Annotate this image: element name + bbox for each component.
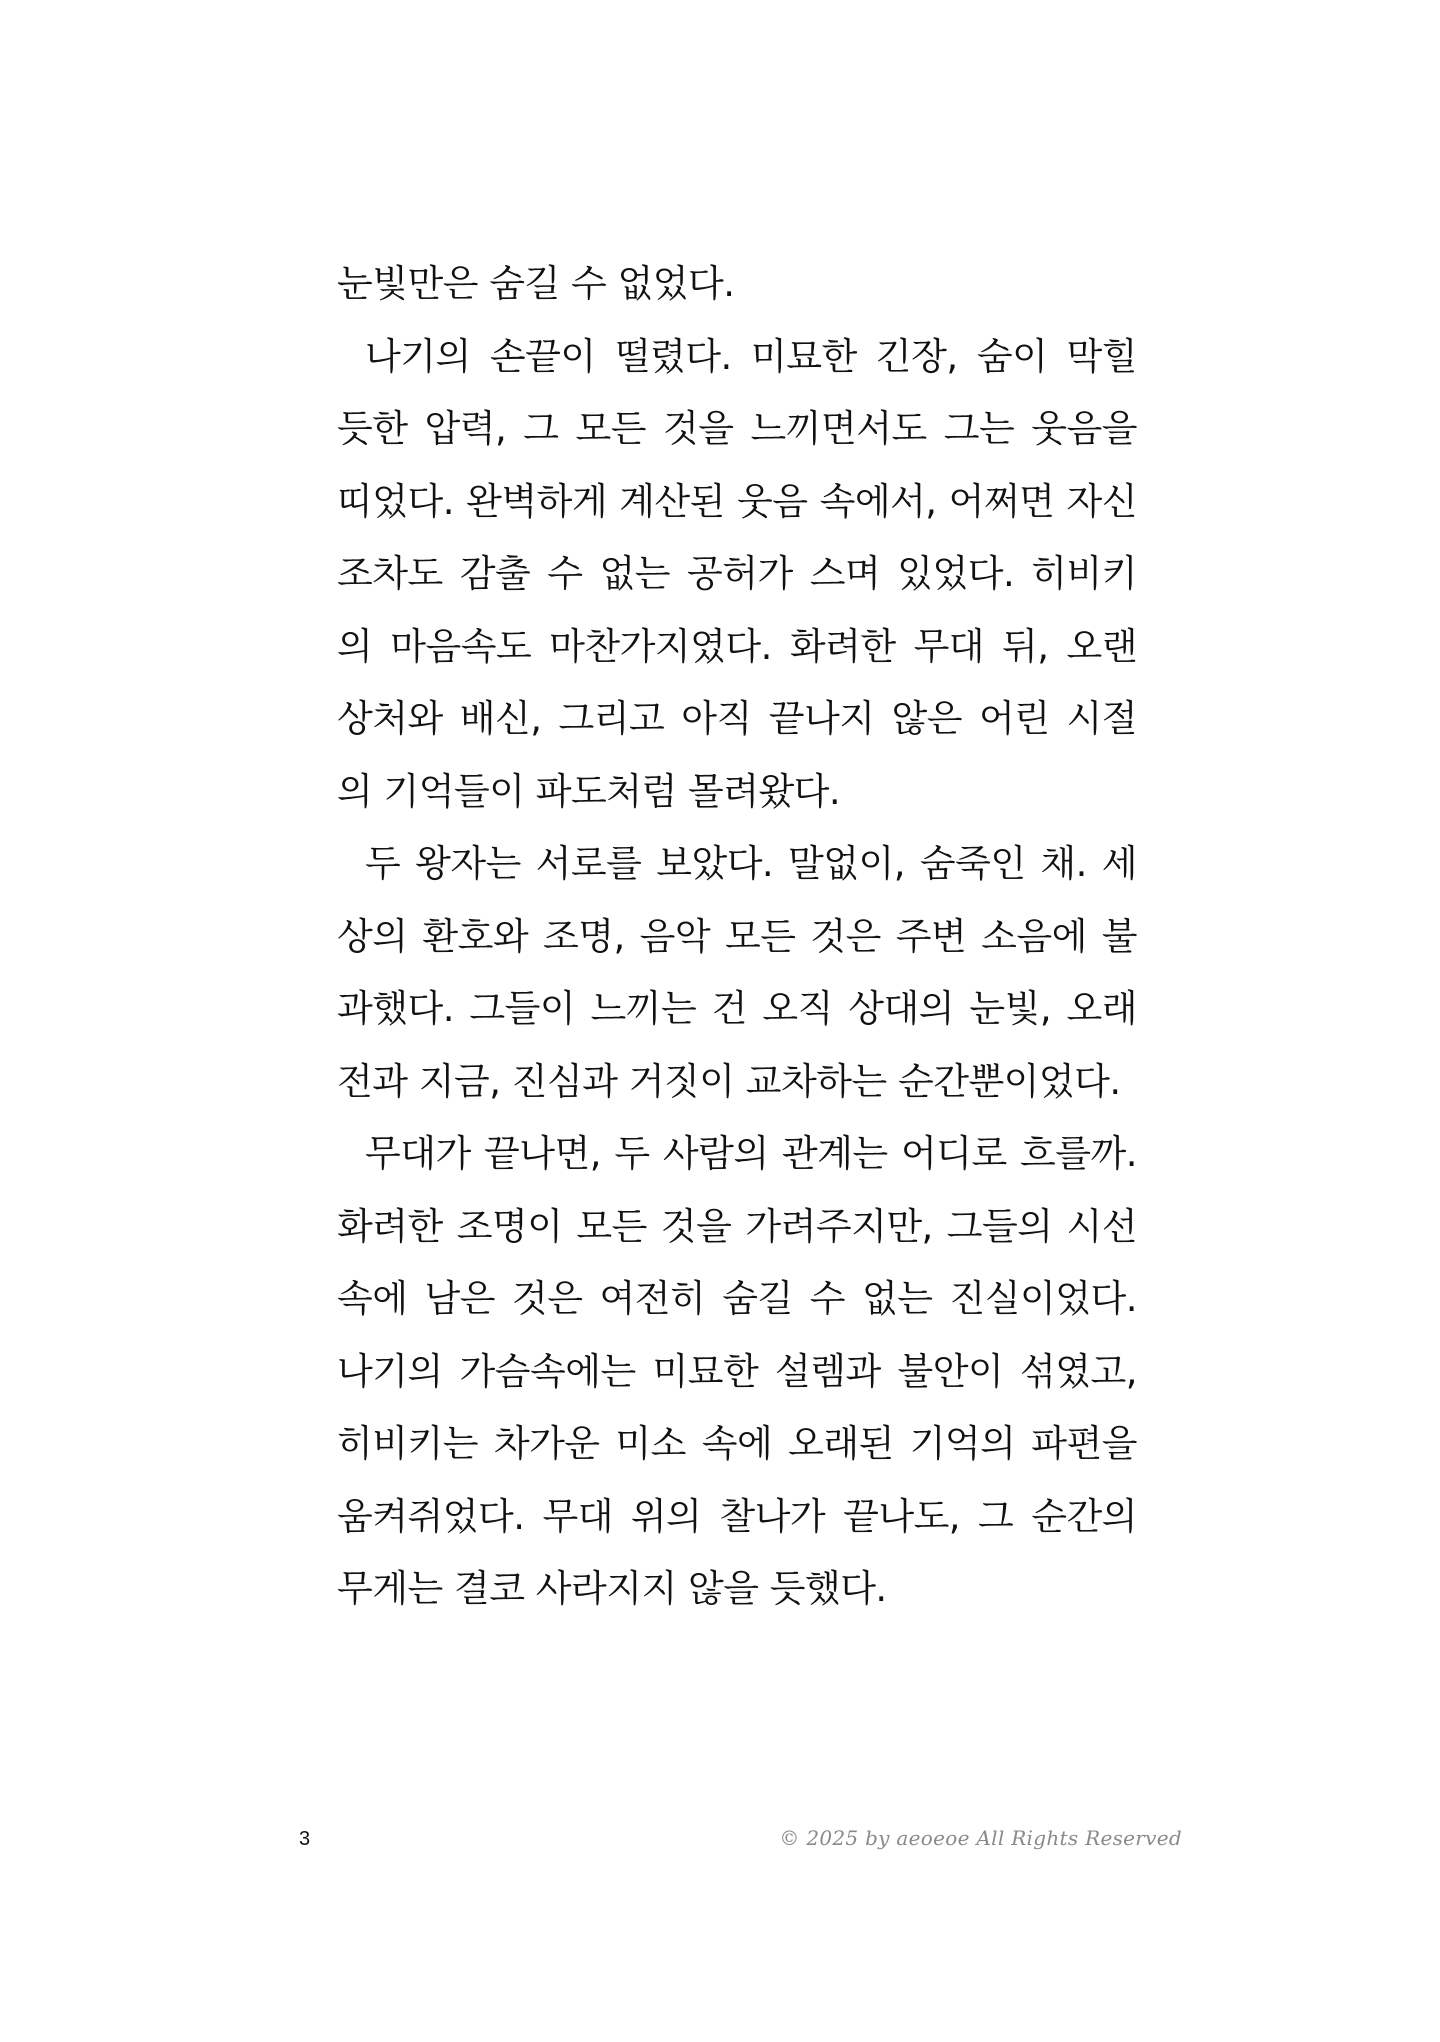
text-line: 과했다. 그들이 느끼는 건 오직 상대의 눈빛, 오래 bbox=[337, 987, 1137, 1030]
text-line: 움켜쥐었다. 무대 위의 찰나가 끝나도, 그 순간의 bbox=[337, 1494, 1137, 1538]
text-line: 상처와 배신, 그리고 아직 끝나지 않은 어린 시절 bbox=[337, 697, 1137, 740]
text-line: 의 기억들이 파도처럼 몰려왔다. bbox=[337, 769, 841, 813]
text-line: 화려한 조명이 모든 것을 가려주지만, 그들의 시선 bbox=[337, 1204, 1137, 1248]
copyright-notice: © 2025 by aeoeoe All Rights Reserved bbox=[779, 1826, 1182, 1850]
text-line: 조차도 감출 수 없는 공허가 스며 있었다. 히비키 bbox=[337, 552, 1137, 595]
text-line: 전과 지금, 진심과 거짓이 교차하는 순간뿐이었다. bbox=[337, 1059, 1121, 1103]
text-line: 히비키는 차가운 미소 속에 오래된 기억의 파편을 bbox=[337, 1422, 1137, 1465]
text-line: 상의 환호와 조명, 음악 모든 것은 주변 소음에 불 bbox=[337, 914, 1137, 958]
text-line: 띠었다. 완벽하게 계산된 웃음 속에서, 어쩌면 자신 bbox=[337, 479, 1137, 523]
text-line: 의 마음속도 마찬가지였다. 화려한 무대 뒤, 오랜 bbox=[337, 624, 1137, 668]
text-line: 눈빛만은 숨길 수 없었다. bbox=[337, 262, 735, 305]
text-line: 듯한 압력, 그 모든 것을 느끼면서도 그는 웃음을 bbox=[337, 407, 1137, 450]
text-line: 나기의 손끝이 떨렸다. 미묘한 긴장, 숨이 막힐 bbox=[365, 334, 1137, 378]
text-line: 두 왕자는 서로를 보았다. 말없이, 숨죽인 채. 세 bbox=[365, 842, 1137, 885]
page-number: 3 bbox=[299, 1828, 311, 1850]
body-text bbox=[337, 248, 1137, 1626]
text-line: 무게는 결코 사라지지 않을 듯했다. bbox=[337, 1567, 887, 1610]
text-line: 속에 남은 것은 여전히 숨길 수 없는 진실이었다. bbox=[337, 1277, 1137, 1320]
text-line: 무대가 끝나면, 두 사람의 관계는 어디로 흐를까. bbox=[365, 1132, 1137, 1175]
text-line: 나기의 가슴속에는 미묘한 설렘과 불안이 섞였고, bbox=[337, 1349, 1137, 1393]
